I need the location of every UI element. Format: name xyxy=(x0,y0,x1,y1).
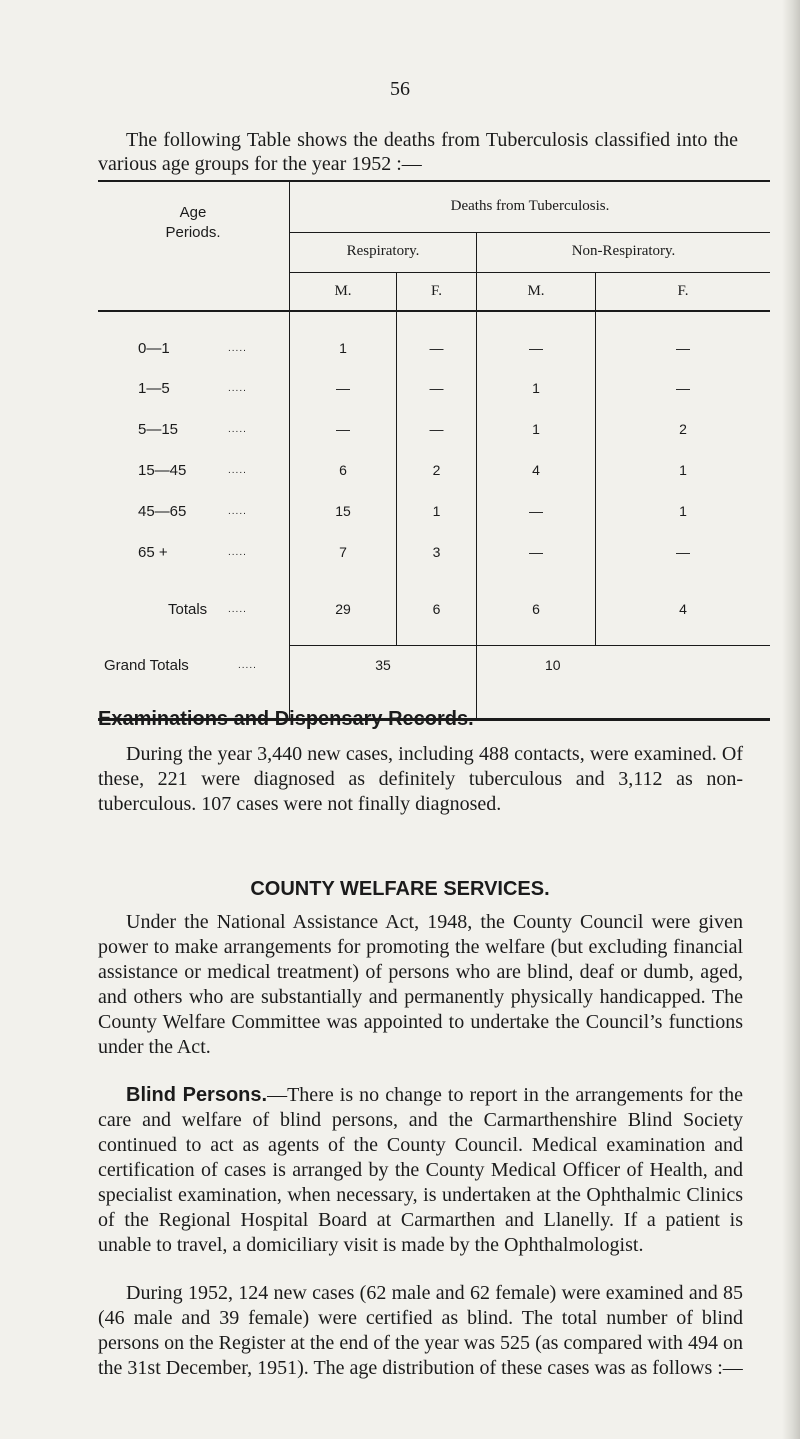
county-welfare-heading: COUNTY WELFARE SERVICES. xyxy=(250,878,550,900)
age-label: 65 + xyxy=(138,544,168,561)
deaths-header-rule xyxy=(290,232,770,233)
leader-dots: ..... xyxy=(228,424,247,435)
resp-m-value: 15 xyxy=(335,503,351,519)
col-rule-resp-mf xyxy=(396,272,397,645)
col-rule-nonresp-mf xyxy=(595,272,596,645)
table-top-rule xyxy=(98,180,770,182)
non-respiratory-header: Non-Respiratory. xyxy=(571,243,676,259)
resp-f-value: 3 xyxy=(432,544,441,560)
blind-persons-paragraph xyxy=(98,1083,743,1258)
resp-f-value: 1 xyxy=(432,503,441,519)
header-bottom-rule xyxy=(98,310,770,312)
examinations-heading: Examinations and Dispensary Records. xyxy=(98,708,474,730)
age-label: 45—65 xyxy=(138,503,187,520)
table-row xyxy=(98,380,770,400)
tuberculosis-deaths-table xyxy=(98,180,770,720)
totals-nonresp-m: 6 xyxy=(532,601,540,617)
subheader-rule xyxy=(290,272,770,273)
nonresp-f-value: 1 xyxy=(679,503,687,519)
leader-dots: ..... xyxy=(228,343,247,354)
page-edge-shadow xyxy=(782,0,800,1439)
table-row xyxy=(98,462,770,482)
leader-dots: ..... xyxy=(238,660,257,671)
grand-totals-label: Grand Totals xyxy=(104,657,189,674)
deaths-header: Deaths from Tuberculosis. xyxy=(450,198,610,214)
col-m-respiratory: M. xyxy=(334,283,352,299)
col-rule-age xyxy=(289,180,290,718)
nonresp-f-value: — xyxy=(676,340,690,356)
resp-m-value: — xyxy=(336,380,350,396)
resp-m-value: 6 xyxy=(339,462,347,478)
col-f-non-respiratory: F. xyxy=(677,283,689,299)
age-label: 5—15 xyxy=(138,421,179,438)
grand-totals-row xyxy=(98,657,770,677)
table-row xyxy=(98,544,770,564)
table-row xyxy=(98,340,770,360)
nonresp-f-value: 2 xyxy=(679,421,687,437)
leader-dots: ..... xyxy=(228,547,247,558)
nonresp-f-value: — xyxy=(676,380,690,396)
table-row xyxy=(98,421,770,441)
nonresp-m-value: 4 xyxy=(532,462,540,478)
grand-total-respiratory: 35 xyxy=(375,657,391,673)
county-welfare-paragraph: Under the National Assistance Act, 1948, the County Council were given power to make arrangements for promoting the welfare (but excluding financial assistance or medical treatment) of persons who are blind, deaf or dumb, aged, and others who are substantially and permanently physically handicapped. The County Welfare Committee was appointed to undertake the Council’s functions under the Act. xyxy=(98,911,743,1058)
leader-dots: ..... xyxy=(228,506,247,517)
age-header: Age xyxy=(179,204,207,221)
nonresp-m-value: — xyxy=(529,340,543,356)
resp-m-value: 1 xyxy=(339,340,347,356)
totals-rule xyxy=(290,645,770,646)
blind-persons-text: —There is no change to report in the arrangements for the care and welfare of blind persons, and the Carmarthenshire Blind Society continued to act as agents of the County Council. Medical examination and certification of cases is arranged by the County Medical Officer of Health, and specialist examination, when necessary, is undertaken at the Ophthalmic Clinics of the Regional Hospital Board at Carmarthen and Llanelly. If a patient is unable to travel, a domiciliary visit is made by the Ophthalmologist. xyxy=(98,1084,744,1256)
nonresp-m-value: 1 xyxy=(532,380,540,396)
totals-row xyxy=(98,601,770,621)
nonresp-m-value: — xyxy=(529,544,543,560)
examinations-paragraph: During the year 3,440 new cases, including 488 contacts, were examined. Of these, 221 were diagnosed as definitely tuberculous and 3,112 as non-tuberculous. 107 cases were not finally diagnosed. xyxy=(98,743,743,815)
page-number: 56 xyxy=(390,78,410,100)
resp-m-value: — xyxy=(336,421,350,437)
nonresp-f-value: — xyxy=(676,544,690,560)
age-label: 1—5 xyxy=(138,380,170,397)
totals-nonresp-f: 4 xyxy=(679,601,687,617)
age-label: 0—1 xyxy=(138,340,170,357)
nonresp-m-value: 1 xyxy=(532,421,540,437)
periods-header: Periods. xyxy=(165,224,221,241)
resp-f-value: 2 xyxy=(432,462,441,478)
age-label: 15—45 xyxy=(138,462,187,479)
resp-f-value: — xyxy=(429,380,444,396)
resp-f-value: — xyxy=(429,340,444,356)
col-f-respiratory: F. xyxy=(431,283,442,299)
totals-label: Totals xyxy=(168,601,208,618)
leader-dots: ..... xyxy=(228,465,247,476)
resp-m-value: 7 xyxy=(339,544,347,560)
totals-resp-f: 6 xyxy=(432,601,441,617)
respiratory-header: Respiratory. xyxy=(346,243,420,259)
blind-persons-heading: Blind Persons. xyxy=(126,1084,268,1106)
nonresp-m-value: — xyxy=(529,503,543,519)
table-row xyxy=(98,503,770,523)
totals-resp-m: 29 xyxy=(335,601,351,617)
leader-dots: ..... xyxy=(228,604,247,615)
col-m-non-respiratory: M. xyxy=(527,283,545,299)
blind-persons-paragraph-2: During 1952, 124 new cases (62 male and 62 female) were examined and 85 (46 male and 39 female) were certified as blind. The total number of blind persons on the Register at the end of the year was 525 (as compared with 494 on the 31st December, 1951). The age distribution of these cases was as follows :— xyxy=(98,1282,743,1379)
grand-total-non-respiratory: 10 xyxy=(545,657,561,673)
leader-dots: ..... xyxy=(228,383,247,394)
intro-paragraph: The following Table shows the deaths from Tuberculosis classified into the various age groups for the year 1952 :— xyxy=(98,129,738,175)
nonresp-f-value: 1 xyxy=(679,462,687,478)
resp-f-value: — xyxy=(429,421,444,437)
